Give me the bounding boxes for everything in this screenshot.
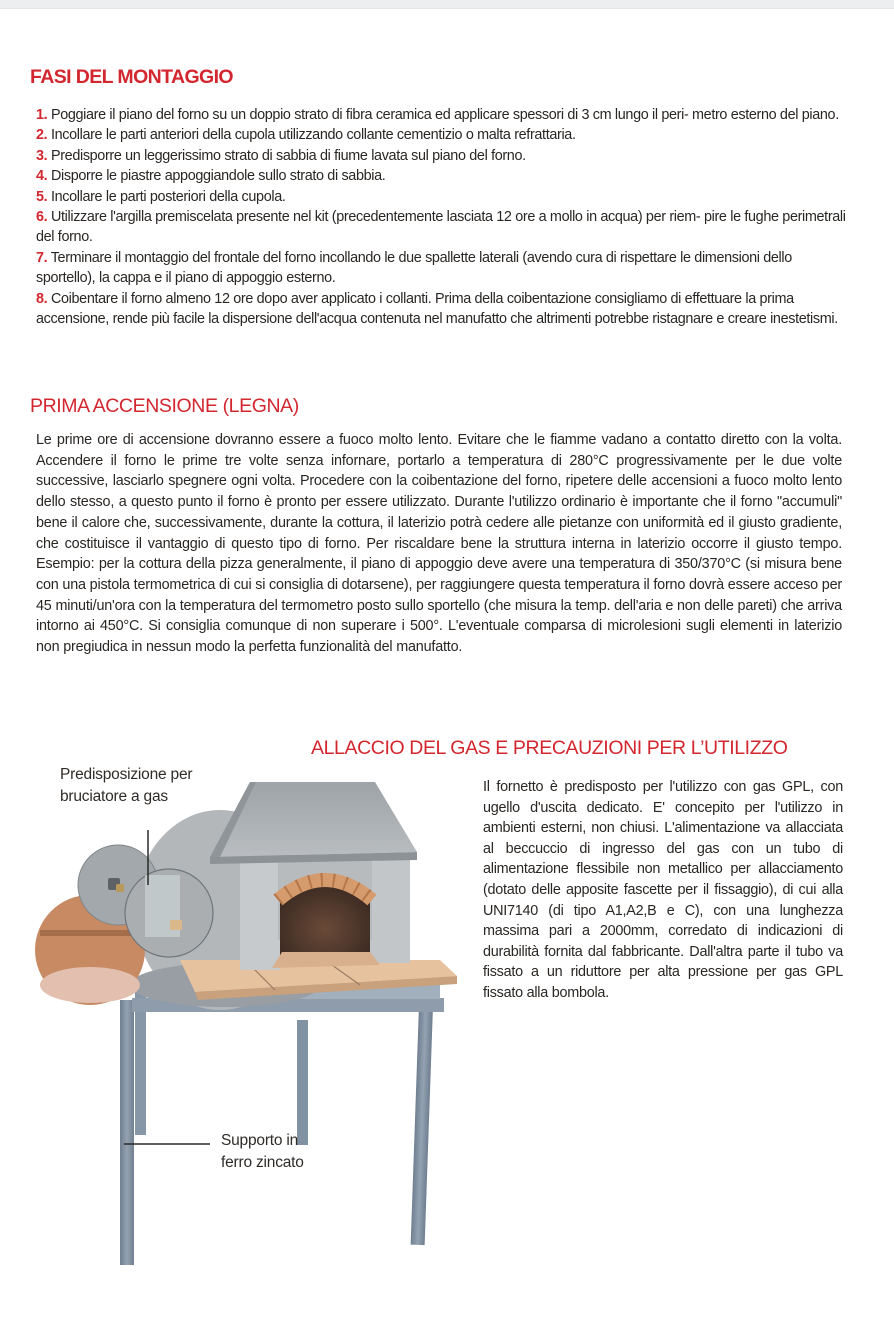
gas-paragraph: Il fornetto è predisposto per l'utilizzo con gas GPL, con ugello d'uscita dedicato. E' concepito per l'utilizzo in ambienti esterni, non chiusi. L'alimentazione va allacciata al beccuccio di ingresso del gas con un tubo di alimentazione flessibile non metallico per allacciamento (dotato delle apposite fascette per il fissaggio), di cui alla UNI7140 (di tipo A1,A2,B e C), con una lunghezza massima pari a 2000mm, corredato di indicazioni di durabilità fornita dal fabbricante. Dall'altra parte il tubo va fissato a un riduttore per alta pressione per gas GPL fissato alla bombola. (483, 779, 843, 1001)
oven-front-pier-right (370, 858, 410, 963)
step-text: Predisporre un leggerissimo strato di sabbia di fiume lavata sul piano del forno. (50, 147, 526, 164)
step-number: 4. (36, 168, 48, 185)
step-number: 7. (36, 249, 48, 266)
stand (120, 985, 444, 1265)
accensione-paragraph: Le prime ore di accensione dovranno essere a fuoco molto lento. Evitare che le fiamme vadano a contatto diretto con la volta. Accendere il forno le prime tre volte senza infornare, portarlo a temperatura di 280°C progressivamente per le due volte successive, lasciarlo spegnere ogni volta. Procedere con la coibentazione del forno, ripetere delle accensioni a fuoco molto lento dello stesso, a questo punto il forno è pronto per essere utilizzato. Durante l'utilizzo ordinario è importante che il forno "accumuli" bene il calore che, successivamente, durante la cottura, il laterizio potrà cedere alle pietanze con uniformità ed il giusto gradiente, che costituisce il vantaggio di questo tipo di forno. Per riscaldare bene la struttura interna in laterizio occorre il giusto tempo. Esempio: per la cottura della pizza generalmente, il piano di appoggio deve avere una temperatura di 350/370°C (si misura bene con una pistola termometrica di cui si consiglia di dotarsene), per raggiungere questa temperatura il forno dovrà essere acceso per 45 minuti/un'ora con la temperatura del termometro posto sullo sportello (che misura la temp. dell'aria e non delle pareti) che arriva intorno ai 450°C. Si consiglia comunque di non superare i 500°. L'eventuale comparsa di microlesioni sugli elementi in laterizio non pregiudica in nessun modo la perfetta funzionalità del manufatto. (36, 432, 842, 656)
step-number: 6. (36, 209, 48, 226)
assembly-step (36, 207, 848, 248)
section-title-montaggio: FASI DEL MONTAGGIO (30, 66, 233, 88)
section-title-gas: ALLACCIO DEL GAS E PRECAUZIONI PER L’UTILIZZO (311, 737, 788, 759)
step-text: Terminare il montaggio del frontale del forno incollando le due spallette laterali (avendo cura di rispettare le dimensioni dello sportello), la cappa e il piano di appoggio esterno. (36, 249, 792, 287)
step-number: 5. (36, 188, 48, 205)
label-burner-line-2: bruciatore a gas (60, 788, 168, 805)
step-text: Disporre le piastre appoggiandole sullo strato di sabbia. (50, 168, 386, 185)
step-text: Coibentare il forno almeno 12 ore dopo aver applicato i collanti. Prima della coibentazione consigliamo di effettuare la prima accensione, rende più facile la dispersione dell'acqua contenuta nel manufatto che altrimenti potrebbe ristagnare e creare inestetismi. (36, 290, 838, 328)
step-number: 1. (36, 107, 48, 123)
assembly-step (36, 125, 848, 145)
label-support-line-1: Supporto in (221, 1132, 299, 1149)
section-title-accensione: PRIMA ACCENSIONE (LEGNA) (30, 395, 299, 417)
assembly-step (36, 248, 848, 289)
step-number: 2. (36, 127, 48, 144)
label-burner-line-1: Predisposizione per (60, 766, 193, 783)
assembly-step (36, 289, 848, 330)
assembly-step (36, 187, 848, 207)
step-number: 3. (36, 147, 48, 164)
stand-leg-front-right (411, 1010, 433, 1245)
step-text: Incollare le parti posteriori della cupola. (50, 188, 286, 205)
oven-drawing (20, 760, 480, 1280)
step-text: Utilizzare l'argilla premiscelata presente nel kit (precedentemente lasciata 12 ore a mollo in acqua) per riem- pire le fughe perimetrali del forno. (36, 209, 846, 246)
label-support-line-2: ferro zincato (221, 1154, 304, 1171)
assembly-steps-list (36, 105, 848, 329)
assembly-step (36, 105, 848, 125)
step-text: Incollare le parti anteriori della cupola utilizzando collante cementizio o malta refrattaria. (50, 127, 576, 144)
label-burner (60, 764, 192, 808)
label-support (221, 1130, 304, 1174)
oven-illustration (20, 760, 480, 1280)
oven-hood (210, 782, 417, 857)
oven-front-pier-left (240, 858, 280, 970)
assembly-step (36, 146, 848, 166)
step-text: Poggiare il piano del forno su un doppio strato di fibra ceramica ed applicare spessori di 3 cm lungo il peri- metro esterno del piano. (50, 107, 839, 123)
step-number: 8. (36, 290, 48, 307)
assembly-step (36, 166, 848, 186)
stand-leg-back-right (297, 1020, 308, 1145)
top-toolbar-strip (0, 0, 894, 9)
